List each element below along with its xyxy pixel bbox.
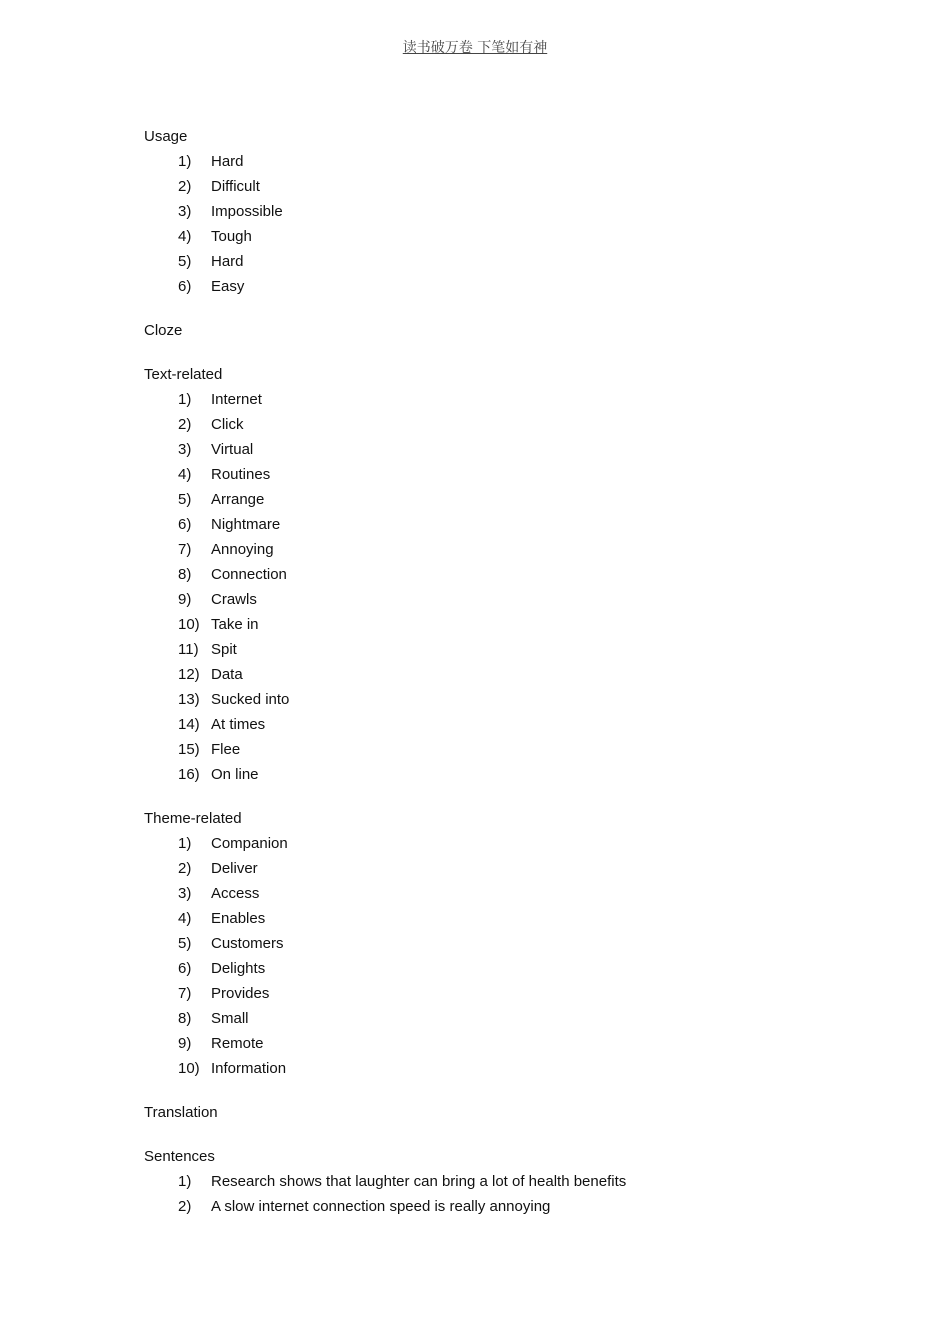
list-item bbox=[144, 462, 844, 487]
list-item-number: 1) bbox=[178, 391, 192, 408]
list-item-number: 3) bbox=[178, 203, 192, 220]
section-usage bbox=[144, 124, 844, 299]
list-item bbox=[144, 199, 844, 224]
list-item-text: On line bbox=[211, 766, 259, 783]
list-item bbox=[144, 562, 844, 587]
list-item bbox=[144, 612, 844, 637]
list-item bbox=[144, 662, 844, 687]
list-item-number: 15) bbox=[178, 741, 200, 758]
list-item bbox=[144, 537, 844, 562]
list-item-number: 3) bbox=[178, 885, 192, 902]
list-item-number: 7) bbox=[178, 541, 192, 558]
numbered-list bbox=[144, 149, 844, 299]
list-item bbox=[144, 881, 844, 906]
list-item-number: 12) bbox=[178, 666, 200, 683]
list-item-text: Take in bbox=[211, 616, 259, 633]
list-item bbox=[144, 906, 844, 931]
list-item bbox=[144, 274, 844, 299]
list-item bbox=[144, 637, 844, 662]
list-item-text: Data bbox=[211, 666, 243, 683]
list-item-text: Customers bbox=[211, 935, 284, 952]
list-item-text: Access bbox=[211, 885, 260, 902]
list-item-text: Information bbox=[211, 1060, 287, 1077]
list-item bbox=[144, 174, 844, 199]
list-item bbox=[144, 712, 844, 737]
list-item-number: 5) bbox=[178, 935, 192, 952]
list-item-text: Hard bbox=[211, 253, 244, 270]
list-item-number: 3) bbox=[178, 441, 192, 458]
section-title: Cloze bbox=[144, 322, 183, 339]
list-item bbox=[144, 956, 844, 981]
list-item-text: Flee bbox=[211, 741, 241, 758]
section-cloze bbox=[144, 318, 844, 343]
list-item bbox=[144, 249, 844, 274]
list-item-text: Spit bbox=[211, 641, 237, 658]
list-item-text: Virtual bbox=[211, 441, 254, 458]
list-item-text: Crawls bbox=[211, 591, 257, 608]
list-item bbox=[144, 981, 844, 1006]
list-item-number: 14) bbox=[178, 716, 200, 733]
list-item-text: A slow internet connection speed is really annoying bbox=[211, 1198, 551, 1215]
section-translation bbox=[144, 1100, 844, 1125]
list-item-number: 2) bbox=[178, 1198, 192, 1215]
list-item bbox=[144, 687, 844, 712]
section-title: Theme-related bbox=[144, 810, 242, 827]
document-body bbox=[144, 124, 844, 1238]
list-item bbox=[144, 1169, 844, 1194]
list-item-number: 10) bbox=[178, 1060, 200, 1077]
list-item-text: Impossible bbox=[211, 203, 283, 220]
list-item-number: 4) bbox=[178, 228, 192, 245]
list-item-number: 4) bbox=[178, 910, 192, 927]
list-item-text: Nightmare bbox=[211, 516, 281, 533]
list-item-text: Hard bbox=[211, 153, 244, 170]
list-item-number: 6) bbox=[178, 960, 192, 977]
list-item-text: Click bbox=[211, 416, 244, 433]
list-item-text: Connection bbox=[211, 566, 287, 583]
list-item-text: At times bbox=[211, 716, 266, 733]
list-item-number: 9) bbox=[178, 1035, 192, 1052]
list-item bbox=[144, 149, 844, 174]
list-item-text: Difficult bbox=[211, 178, 260, 195]
section-title: Sentences bbox=[144, 1148, 215, 1165]
list-item-text: Small bbox=[211, 1010, 249, 1027]
list-item-text: Annoying bbox=[211, 541, 274, 558]
list-item bbox=[144, 387, 844, 412]
list-item-number: 2) bbox=[178, 416, 192, 433]
list-item bbox=[144, 512, 844, 537]
list-item-number: 13) bbox=[178, 691, 200, 708]
list-item-number: 1) bbox=[178, 835, 192, 852]
list-item-number: 6) bbox=[178, 516, 192, 533]
list-item-text: Internet bbox=[211, 391, 262, 408]
list-item bbox=[144, 737, 844, 762]
list-item bbox=[144, 412, 844, 437]
list-item-text: Delights bbox=[211, 960, 266, 977]
list-item-number: 1) bbox=[178, 1173, 192, 1190]
list-item bbox=[144, 831, 844, 856]
list-item bbox=[144, 856, 844, 881]
list-item-number: 9) bbox=[178, 591, 192, 608]
list-item bbox=[144, 487, 844, 512]
list-item bbox=[144, 1056, 844, 1081]
list-item bbox=[144, 762, 844, 787]
list-item-text: Provides bbox=[211, 985, 270, 1002]
list-item bbox=[144, 587, 844, 612]
list-item bbox=[144, 1031, 844, 1056]
list-item bbox=[144, 1006, 844, 1031]
section-title: Text-related bbox=[144, 366, 223, 383]
list-item-text: Routines bbox=[211, 466, 271, 483]
list-item bbox=[144, 931, 844, 956]
list-item-text: Tough bbox=[211, 228, 252, 245]
list-item-text: Companion bbox=[211, 835, 288, 852]
list-item-number: 5) bbox=[178, 253, 192, 270]
numbered-list bbox=[144, 1169, 844, 1219]
list-item-number: 5) bbox=[178, 491, 192, 508]
list-item-number: 10) bbox=[178, 616, 200, 633]
list-item-number: 2) bbox=[178, 178, 192, 195]
list-item-number: 4) bbox=[178, 466, 192, 483]
list-item-text: Remote bbox=[211, 1035, 264, 1052]
list-item-number: 6) bbox=[178, 278, 192, 295]
list-item-text: Deliver bbox=[211, 860, 258, 877]
section-theme-related bbox=[144, 806, 844, 1081]
page-header: 读书破万卷 下笔如有神 bbox=[402, 40, 548, 56]
section-sentences bbox=[144, 1144, 844, 1219]
numbered-list bbox=[144, 831, 844, 1081]
list-item-number: 16) bbox=[178, 766, 200, 783]
section-text-related bbox=[144, 362, 844, 787]
numbered-list bbox=[144, 387, 844, 787]
list-item bbox=[144, 437, 844, 462]
list-item-text: Research shows that laughter can bring a lot of health benefits bbox=[211, 1173, 627, 1190]
list-item-text: Arrange bbox=[211, 491, 265, 508]
list-item-number: 1) bbox=[178, 153, 192, 170]
list-item bbox=[144, 1194, 844, 1219]
list-item-text: Easy bbox=[211, 278, 245, 295]
list-item-number: 11) bbox=[178, 641, 199, 658]
list-item-text: Sucked into bbox=[211, 691, 290, 708]
list-item-number: 2) bbox=[178, 860, 192, 877]
list-item-text: Enables bbox=[211, 910, 266, 927]
list-item-number: 8) bbox=[178, 566, 192, 583]
list-item-number: 7) bbox=[178, 985, 192, 1002]
list-item bbox=[144, 224, 844, 249]
section-title: Usage bbox=[144, 128, 188, 145]
section-title: Translation bbox=[144, 1104, 218, 1121]
list-item-number: 8) bbox=[178, 1010, 192, 1027]
